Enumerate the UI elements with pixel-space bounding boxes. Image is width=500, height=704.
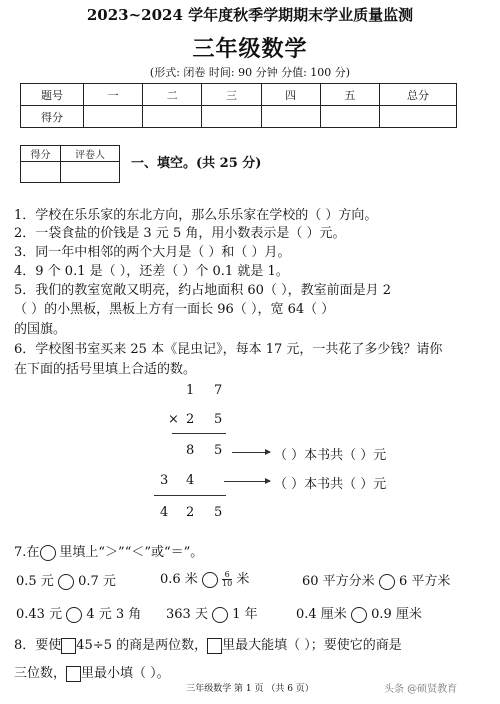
score-cell: 得分	[21, 106, 84, 128]
score-input-cell[interactable]	[320, 106, 379, 128]
result-digit: 5	[214, 505, 223, 520]
fraction-denominator: 10	[222, 579, 233, 588]
section-title: 一、填空。(共 25 分)	[131, 156, 262, 171]
arrow-right-icon	[232, 452, 270, 453]
grader-name-cell[interactable]	[60, 162, 119, 183]
question-8-line-1	[14, 634, 402, 654]
square-blank-icon[interactable]	[207, 638, 222, 654]
compare-right: 0.9 厘米	[371, 607, 422, 622]
watermark: 头条 @硕贤教育	[384, 684, 458, 695]
question-3: 3．同一年中相邻的两个大月是（ ）和（ ）月。	[14, 245, 291, 260]
partial-product-digit: 4	[186, 473, 195, 488]
partial-product-2-text: （ ）本书共（ ）元	[274, 477, 387, 492]
multiplicand-digit: 7	[214, 383, 223, 398]
question-8-line-2	[14, 662, 170, 682]
question-2: 2．一袋食盐的价钱是 3 元 5 角，用小数表示是（ ）元。	[14, 226, 346, 241]
calc-rule	[154, 495, 226, 496]
question-8-text: 三位数，	[14, 666, 67, 681]
compare-item	[302, 570, 450, 590]
square-blank-icon[interactable]	[66, 666, 81, 682]
score-input-cell[interactable]	[143, 106, 202, 128]
compare-item	[160, 568, 249, 588]
multiplier-digit: 2	[186, 412, 195, 427]
multiplicand-digit: 1	[186, 383, 195, 398]
compare-left: 0.5 元	[16, 574, 54, 589]
score-table	[20, 83, 457, 128]
grader-name-label: 评卷人	[60, 146, 119, 162]
compare-item	[16, 570, 116, 590]
compare-circle[interactable]	[379, 574, 395, 590]
partial-product-digit: 5	[214, 443, 223, 458]
question-8-text: 45÷5 的商是两位数，	[76, 638, 208, 653]
arrow-right-icon	[224, 481, 270, 482]
score-table-header-row	[21, 84, 457, 106]
compare-item	[166, 603, 258, 623]
question-5-line-2: （ ）的小黑板，黑板上方有一面长 96（ ），宽 64（ ）	[14, 302, 335, 317]
question-6-line-1: 6．学校图书室买来 25 本《昆虫记》，每本 17 元，一共花了多少钱？请你	[14, 342, 443, 357]
compare-circle[interactable]	[66, 607, 82, 623]
compare-right: 6 平方米	[398, 574, 451, 589]
exam-title: 2023~2024 学年度秋季学期期末学业质量监测	[86, 6, 414, 24]
times-sign: ×	[168, 412, 179, 427]
compare-left: 0.43 元	[16, 607, 63, 622]
score-input-cell[interactable]	[380, 106, 457, 128]
page-footer: 三年级数学 第 1 页 （共 6 页）	[186, 684, 314, 694]
calc-rule	[172, 433, 226, 434]
score-cell: 四	[261, 84, 320, 106]
exam-info: (形式: 闭卷 时间: 90 分钟 分值: 100 分)	[149, 66, 351, 79]
grader-score-label: 得分	[21, 146, 61, 162]
score-table-score-row	[21, 106, 457, 128]
compare-circle[interactable]	[58, 574, 74, 590]
subject-title: 三年级数学	[192, 36, 308, 62]
compare-left: 0.4 厘米	[296, 607, 347, 622]
square-blank-icon[interactable]	[61, 638, 76, 654]
question-4: 4．9 个 0.1 是（ ），还差（ ）个 0.1 就是 1。	[14, 264, 289, 279]
partial-product-1-text: （ ）本书共（ ）元	[274, 448, 387, 463]
compare-circle[interactable]	[351, 607, 367, 623]
compare-left: 60 平方分米	[302, 574, 375, 589]
question-7-prefix: 7.在	[14, 545, 40, 560]
score-cell: 三	[202, 84, 261, 106]
question-5-line-3: 的国旗。	[14, 322, 67, 337]
question-7-suffix: 里填上“＞”“＜”或“＝”。	[59, 545, 204, 560]
compare-item	[296, 603, 422, 623]
question-5-line-1: 5．我们的教室宽敞又明亮，约占地面积 60（ ），教室前面是月 2	[14, 283, 391, 298]
compare-right: 1 年	[232, 607, 258, 622]
fraction-numerator: 6	[222, 571, 232, 580]
compare-right: 0.7 元	[78, 574, 116, 589]
question-8-text: 8．要使	[14, 638, 62, 653]
compare-circle[interactable]	[202, 572, 218, 588]
question-1: 1．学校在乐乐家的东北方向，那么乐乐家在学校的（ ）方向。	[14, 208, 378, 223]
compare-right: 4 元 3 角	[86, 607, 142, 622]
score-input-cell[interactable]	[84, 106, 143, 128]
score-cell: 二	[143, 84, 202, 106]
result-digit: 4	[160, 505, 169, 520]
compare-circle[interactable]	[212, 607, 228, 623]
score-input-cell[interactable]	[261, 106, 320, 128]
compare-left: 363 天	[166, 607, 208, 622]
score-cell: 一	[84, 84, 143, 106]
question-8-text: 里最小填（ ）。	[81, 666, 170, 681]
score-cell: 五	[320, 84, 379, 106]
question-6-line-2: 在下面的括号里填上合适的数。	[14, 362, 197, 377]
score-cell: 总分	[380, 84, 457, 106]
score-cell: 题号	[21, 84, 84, 106]
question-7	[14, 541, 203, 561]
circle-blank-icon	[40, 545, 56, 561]
compare-left: 0.6 米	[160, 572, 198, 587]
compare-item	[16, 603, 141, 623]
partial-product-digit: 8	[186, 443, 195, 458]
score-input-cell[interactable]	[202, 106, 261, 128]
grader-box	[20, 145, 120, 183]
compare-right: 米	[236, 572, 250, 587]
multiplier-digit: 5	[214, 412, 223, 427]
result-digit: 2	[186, 505, 195, 520]
grader-score-cell[interactable]	[21, 162, 61, 183]
partial-product-digit: 3	[160, 473, 169, 488]
question-8-text: 里最大能填（ ）；要使它的商是	[222, 638, 402, 653]
fraction	[222, 571, 232, 588]
